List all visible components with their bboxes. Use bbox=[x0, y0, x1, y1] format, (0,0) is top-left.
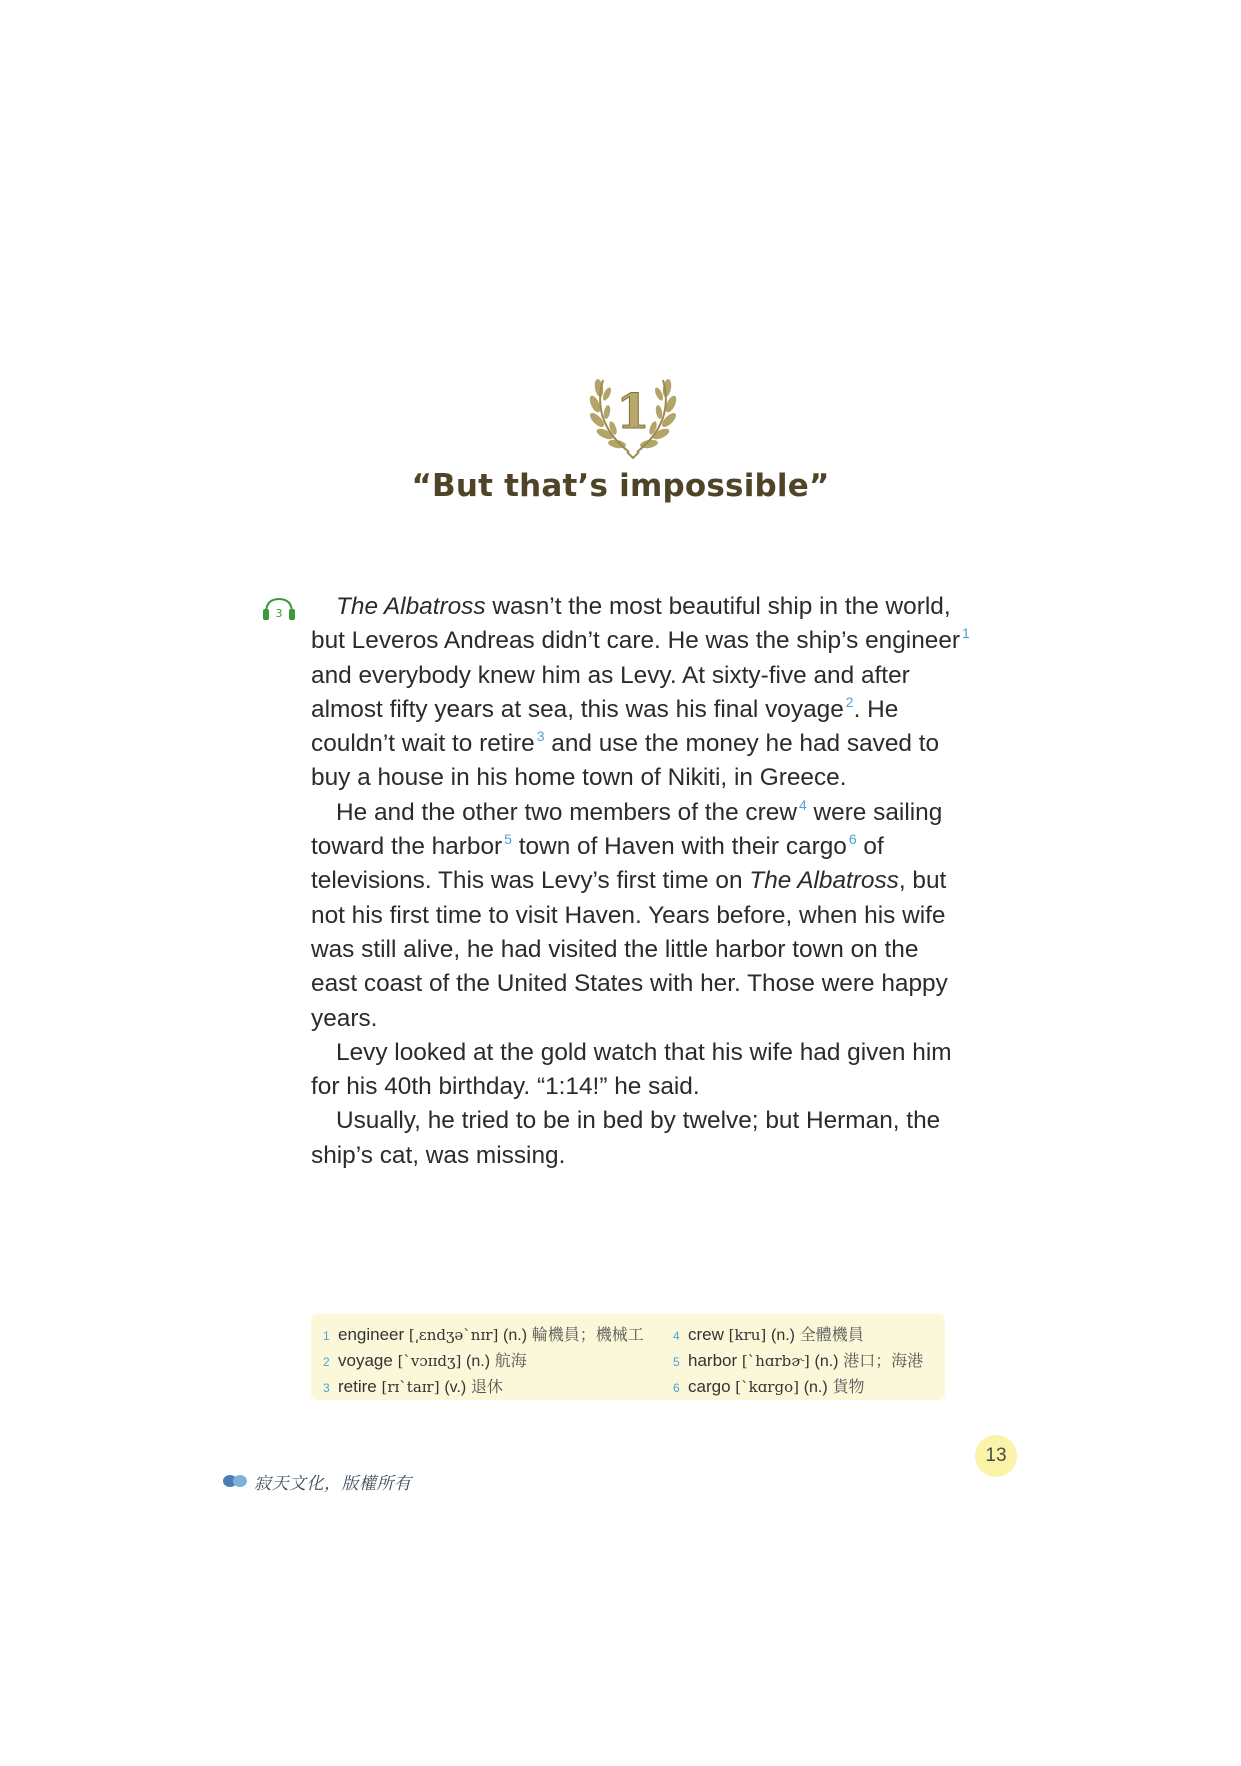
text-segment: not his first time to visit Haven. Years before, when his wife bbox=[311, 901, 946, 929]
text-segment: years. bbox=[311, 1004, 378, 1032]
text-segment: Levy looked at the gold watch that his wife had given him bbox=[336, 1038, 952, 1066]
text-line bbox=[311, 1036, 951, 1070]
text-line bbox=[311, 864, 951, 898]
text-segment: for his 40th birthday. “1:14!” he said. bbox=[311, 1073, 700, 1101]
glossary-part-of-speech: (n.) bbox=[814, 1353, 839, 1370]
text-line bbox=[311, 1104, 951, 1138]
publisher-text: 寂天文化，版權所有 bbox=[254, 1473, 412, 1494]
glossary-number: 4 bbox=[673, 1329, 680, 1343]
text-segment: couldn’t wait to retire bbox=[311, 730, 535, 758]
text-line bbox=[311, 967, 951, 1001]
text-line bbox=[311, 1139, 951, 1173]
footnote-marker: 5 bbox=[504, 831, 512, 848]
text-segment: were sailing bbox=[806, 798, 943, 826]
text-segment: Usually, he tried to be in bed by twelve; but Herman, the bbox=[336, 1107, 941, 1135]
glossary-word: engineer bbox=[338, 1325, 405, 1344]
text-segment: of bbox=[856, 833, 884, 861]
glossary-entry bbox=[673, 1374, 923, 1400]
text-segment: televisions. This was Levy’s first time on bbox=[311, 867, 750, 895]
glossary-entry bbox=[323, 1374, 644, 1400]
glossary-part-of-speech: (n.) bbox=[466, 1353, 491, 1370]
glossary-column-right bbox=[673, 1322, 923, 1400]
glossary-entry bbox=[673, 1348, 923, 1374]
glossary-number: 2 bbox=[323, 1355, 330, 1369]
publisher-logo-icon bbox=[222, 1473, 248, 1489]
glossary-part-of-speech: (n.) bbox=[803, 1379, 828, 1396]
story-text bbox=[311, 590, 970, 1173]
glossary-translation: 退休 bbox=[470, 1377, 503, 1396]
glossary-pronunciation: [`hɑrbɚ] bbox=[741, 1352, 810, 1370]
italic-text: The Albatross bbox=[336, 593, 486, 620]
chapter-title: “But that’s impossible” bbox=[411, 468, 830, 504]
glossary-pronunciation: [rɪ`taɪr] bbox=[381, 1378, 440, 1396]
footnote-marker: 3 bbox=[536, 728, 545, 745]
glossary-word: retire bbox=[338, 1377, 377, 1396]
text-segment: and use the money he had saved to bbox=[544, 730, 940, 758]
footnote-marker: 2 bbox=[845, 693, 854, 710]
chapter-number: 1 bbox=[616, 384, 650, 440]
glossary-part-of-speech: (n.) bbox=[771, 1327, 795, 1344]
glossary-part-of-speech: (n.) bbox=[503, 1327, 528, 1344]
story-paragraph bbox=[311, 796, 951, 1036]
glossary-number: 1 bbox=[323, 1329, 330, 1343]
glossary-pronunciation: [͵ɛndʒə`nɪr] bbox=[408, 1326, 499, 1344]
glossary-part-of-speech: (v.) bbox=[444, 1379, 467, 1396]
glossary-translation: 全體機員 bbox=[799, 1325, 864, 1344]
text-line bbox=[311, 830, 951, 864]
text-segment: and everybody knew him as Levy. At sixty-five and after bbox=[311, 661, 910, 689]
glossary-number: 3 bbox=[323, 1381, 330, 1395]
page-number: 13 bbox=[975, 1435, 1017, 1477]
text-segment: town of Haven with their cargo bbox=[511, 833, 847, 861]
text-segment: wasn’t the most beautiful ship in the world, bbox=[485, 593, 951, 620]
text-segment: toward the harbor bbox=[311, 833, 503, 861]
glossary-translation: 輪機員；機械工 bbox=[531, 1325, 644, 1344]
glossary-translation: 港口；海港 bbox=[843, 1351, 924, 1370]
text-line bbox=[311, 761, 951, 795]
footnote-marker: 1 bbox=[962, 625, 970, 642]
footnote-marker: 4 bbox=[798, 796, 807, 813]
text-line bbox=[311, 624, 970, 658]
vocabulary-glossary bbox=[311, 1314, 945, 1400]
text-line bbox=[311, 1070, 951, 1104]
glossary-pronunciation: [`kɑrgo] bbox=[735, 1378, 799, 1396]
glossary-entry bbox=[673, 1322, 923, 1348]
glossary-entry bbox=[323, 1322, 644, 1348]
text-line bbox=[311, 693, 951, 727]
text-line bbox=[311, 1002, 951, 1036]
glossary-translation: 貨物 bbox=[832, 1377, 865, 1396]
text-segment: ship’s cat, was missing. bbox=[311, 1141, 566, 1169]
story-paragraph bbox=[311, 1104, 951, 1173]
text-line bbox=[311, 727, 951, 761]
glossary-word: voyage bbox=[338, 1351, 393, 1370]
text-segment: , but bbox=[898, 867, 947, 895]
glossary-entry bbox=[323, 1348, 644, 1374]
text-segment: almost fifty years at sea, this was his final voyage bbox=[311, 695, 844, 723]
text-segment: was still alive, he had visited the little harbor town on the bbox=[311, 935, 919, 963]
laurel-wreath-icon bbox=[583, 372, 683, 460]
glossary-word: crew bbox=[688, 1325, 724, 1344]
glossary-translation: 航海 bbox=[494, 1351, 527, 1370]
story-paragraph bbox=[311, 590, 970, 796]
glossary-word: harbor bbox=[688, 1351, 738, 1370]
footnote-marker: 6 bbox=[848, 831, 857, 848]
publisher-footer bbox=[222, 1468, 412, 1494]
text-segment: east coast of the United States with her. Those were happy bbox=[311, 970, 948, 998]
glossary-pronunciation: [kru] bbox=[728, 1326, 767, 1344]
italic-text: The Albatross bbox=[749, 867, 899, 895]
text-line bbox=[311, 899, 951, 933]
text-line bbox=[311, 933, 951, 967]
glossary-number: 5 bbox=[673, 1355, 680, 1369]
text-line bbox=[311, 659, 951, 693]
story-paragraph bbox=[311, 1036, 951, 1105]
text-segment: . He bbox=[853, 695, 899, 723]
glossary-word: cargo bbox=[688, 1377, 731, 1396]
glossary-pronunciation: [`vɔɪɪdʒ] bbox=[397, 1352, 462, 1370]
glossary-column-left bbox=[323, 1322, 644, 1400]
headphones-icon[interactable] bbox=[262, 597, 296, 621]
text-segment: buy a house in his home town of Nikiti, in Greece. bbox=[311, 764, 847, 792]
text-segment: but Leveros Andreas didn’t care. He was the ship’s engineer bbox=[311, 627, 961, 655]
audio-track-number: 3 bbox=[275, 607, 283, 620]
glossary-number: 6 bbox=[673, 1381, 680, 1395]
text-line bbox=[311, 796, 951, 830]
text-segment: He and the other two members of the crew bbox=[336, 798, 797, 826]
text-line bbox=[311, 590, 951, 624]
